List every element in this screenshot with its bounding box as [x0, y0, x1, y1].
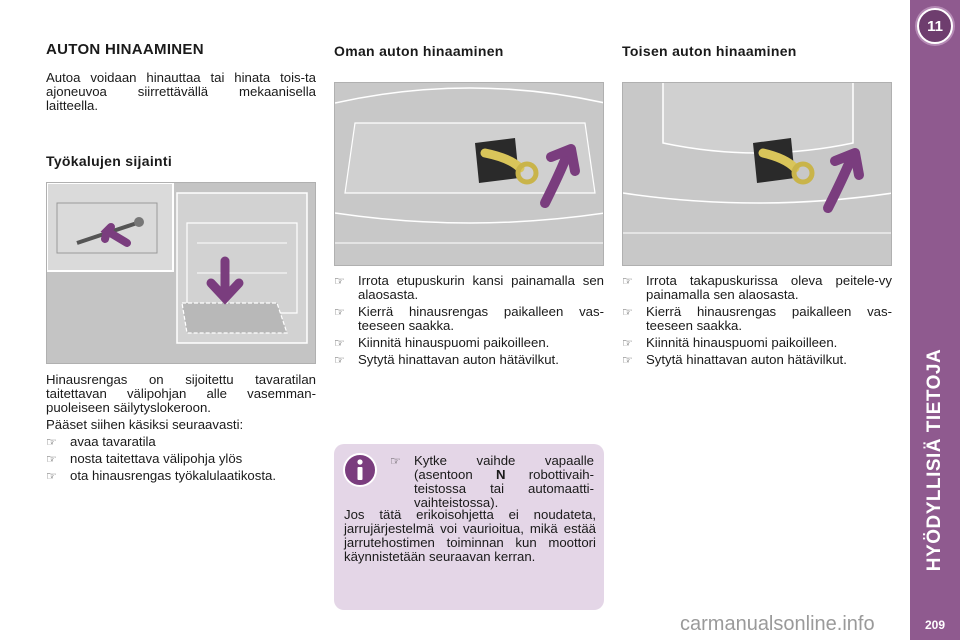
other-car-steps	[622, 274, 892, 370]
rear-bumper-illustration	[622, 82, 892, 266]
list-item: ☞ Irrota takapuskurissa oleva peitele-vy painamalla sen alaosasta.	[622, 273, 892, 302]
pointing-hand-icon: ☞	[622, 353, 633, 367]
list-item: ☞ Kierrä hinausrengas paikalleen vas-teeseen saakka.	[622, 304, 892, 333]
pointing-hand-icon: ☞	[622, 305, 633, 319]
list-item: ☞ Kiinnitä hinauspuomi paikoilleen.	[334, 335, 550, 350]
list-item: ☞ avaa tavaratila	[46, 434, 156, 449]
chapter-badge: 11	[917, 8, 953, 44]
own-car-steps	[334, 274, 604, 370]
chapter-title: HYÖDYLLISIÄ TIETOJA	[924, 348, 945, 572]
tools-location-title: Työkalujen sijainti	[46, 153, 173, 169]
watermark-text: carmanualsonline.info	[680, 613, 875, 635]
other-car-title: Toisen auton hinaaminen	[622, 43, 797, 59]
pointing-hand-icon: ☞	[46, 435, 57, 449]
page-number: 209	[924, 618, 946, 632]
chapter-sidebar	[910, 0, 960, 640]
tools-text	[46, 373, 316, 486]
own-car-title: Oman auton hinaaminen	[334, 43, 504, 59]
pointing-hand-icon: ☞	[390, 454, 401, 468]
intro-paragraph: Autoa voidaan hinauttaa tai hinata tois-ta ajoneuvoa siirrettävällä mekaanisella laitteella.	[46, 70, 316, 113]
front-bumper-illustration	[334, 82, 604, 266]
trunk-illustration	[46, 182, 316, 364]
list-item: ☞ Kytke vaihde vapaalle (asentoon N robottivaih-teistossa tai automaatti-vaihteistossa).	[390, 453, 594, 510]
list-item: ☞ Sytytä hinattavan auton hätävilkut.	[622, 352, 847, 367]
info-steps	[390, 454, 594, 513]
access-steps	[46, 435, 316, 483]
list-item: ☞ Kierrä hinausrengas paikalleen vas-teeseen saakka.	[334, 304, 604, 333]
pointing-hand-icon: ☞	[622, 336, 633, 350]
pointing-hand-icon: ☞	[46, 452, 57, 466]
pointing-hand-icon: ☞	[334, 305, 345, 319]
list-item: ☞ Sytytä hinattavan auton hätävilkut.	[334, 352, 559, 367]
list-item: ☞ Irrota etupuskurin kansi painamalla sen alaosasta.	[334, 273, 604, 302]
location-paragraph: Hinausrengas on sijoitettu tavaratilan taitettavan välipohjan alle vasemman-puoleiseen säilytyslokeroon.	[46, 372, 316, 415]
info-warning-text: Jos tätä erikoisohjetta ei noudateta, jarrujärjestelmä voi vaurioitua, mikä estää jarrutehostimen toiminnan kun moottori käynnistetään seuraavan kerran.	[344, 507, 596, 564]
pointing-hand-icon: ☞	[334, 336, 345, 350]
section-heading: AUTON HINAAMINEN	[46, 41, 204, 58]
access-paragraph: Pääset siihen käsiksi seuraavasti:	[46, 417, 244, 432]
info-box	[334, 444, 604, 610]
list-item: ☞ ota hinausrengas työkalulaatikosta.	[46, 468, 277, 483]
pointing-hand-icon: ☞	[46, 469, 57, 483]
list-item: ☞ nosta taitettava välipohja ylös	[46, 451, 243, 466]
gear-neutral-label: N	[495, 467, 506, 482]
pointing-hand-icon: ☞	[334, 353, 345, 367]
list-item: ☞ Kiinnitä hinauspuomi paikoilleen.	[622, 335, 838, 350]
pointing-hand-icon: ☞	[622, 274, 633, 288]
pointing-hand-icon: ☞	[334, 274, 345, 288]
info-icon	[342, 452, 378, 488]
